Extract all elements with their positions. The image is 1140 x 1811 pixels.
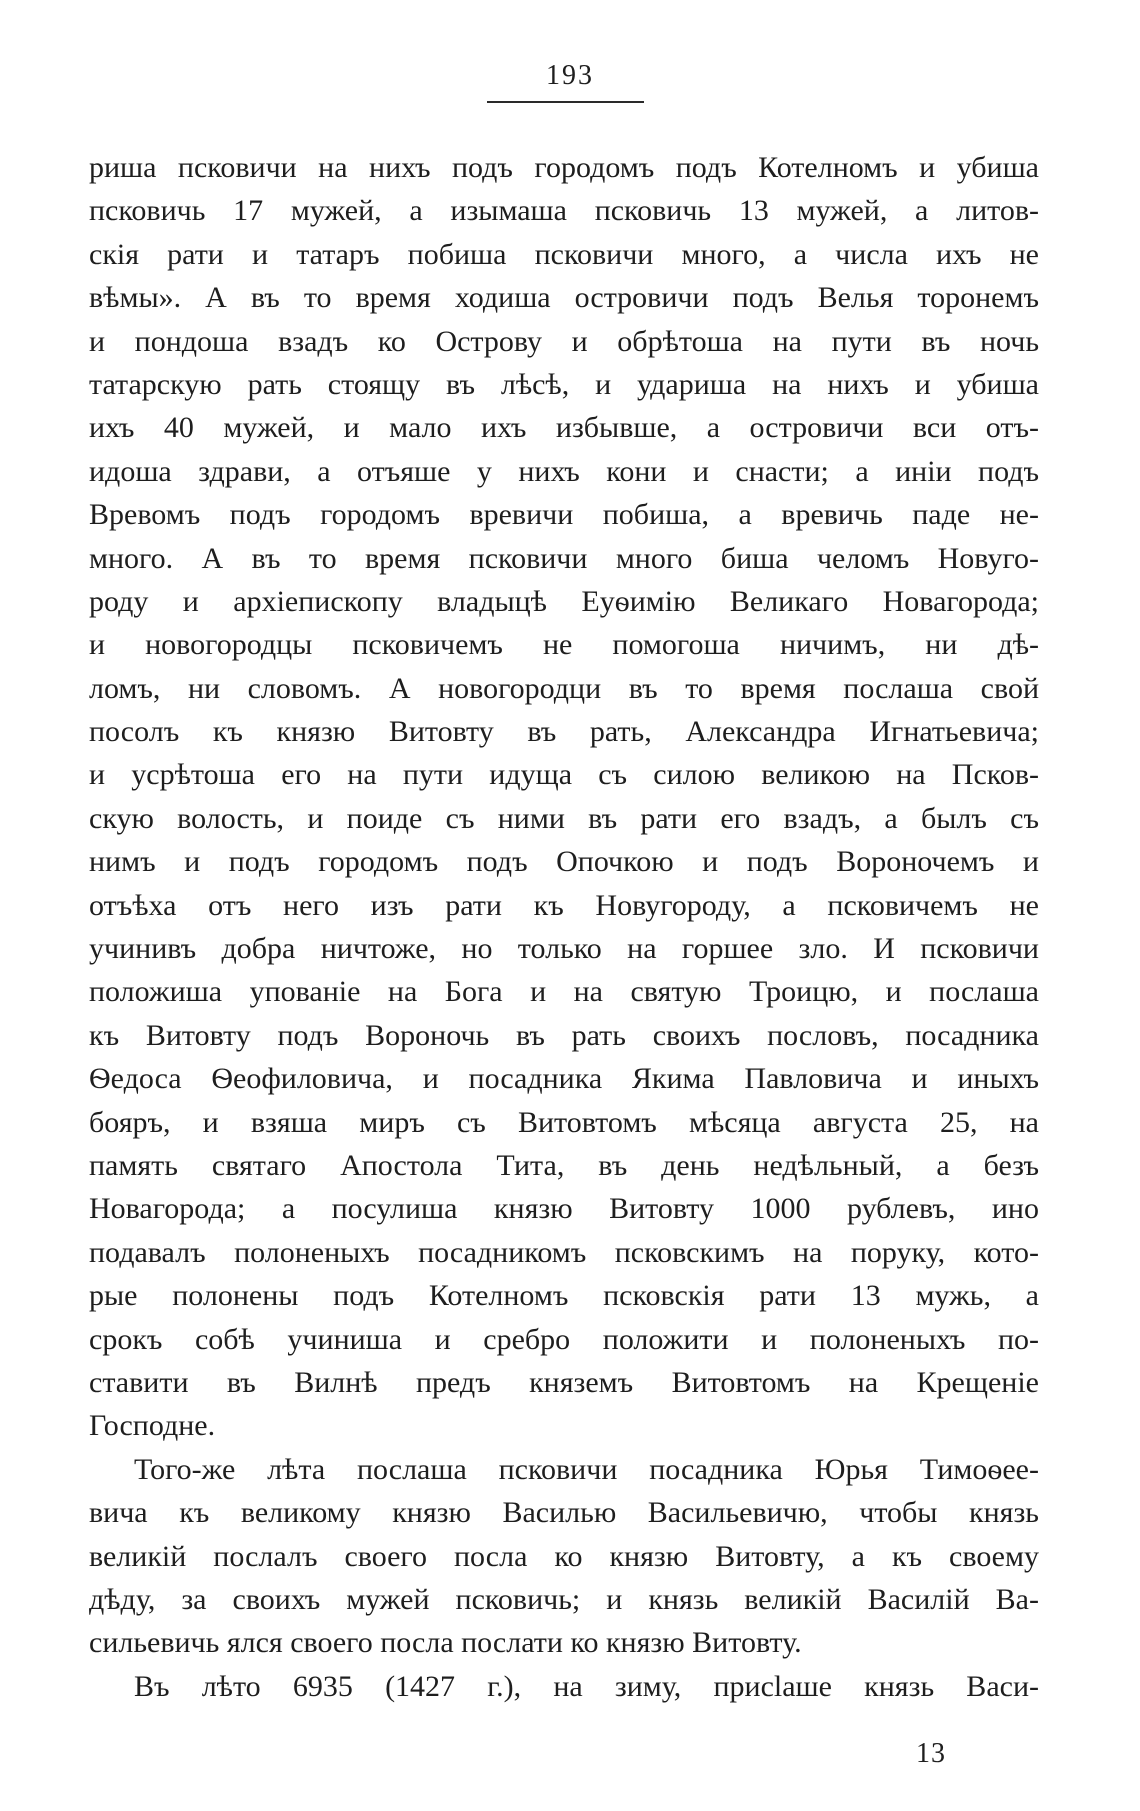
paragraph-start-line: Того-же лѣта послаша псковичи посадника Юрья Тимоѳее-: [134, 1452, 1039, 1486]
body-text: [89, 146, 1039, 1708]
text-line: сильевичь ялся своего посла послати ко князю Витовту.: [89, 1626, 802, 1660]
text-line: срокъ собѣ учиниша и сребро положити и полоненыхъ по-: [89, 1322, 1039, 1356]
text-line: Господне.: [89, 1409, 216, 1443]
text-line: идоша здрави, а отъяше у нихъ кони и снасти; а иніи подъ: [89, 454, 1039, 488]
text-line: и новогородцы псковичемъ не помогоша ничимъ, ни дѣ-: [89, 628, 1039, 662]
text-line: скія рати и татаръ побиша псковичи много, а числа ихъ не: [89, 237, 1039, 271]
text-line: нимъ и подъ городомъ подъ Опочкою и подъ Вороночемъ и: [89, 845, 1039, 879]
text-line: татарскую рать стоящу въ лѣсѣ, и удариша на нихъ и убиша: [89, 367, 1039, 401]
text-line: Вревомъ подъ городомъ вревичи побиша, а вревичь паде не-: [89, 498, 1039, 532]
text-line: память святаго Апостола Тита, въ день недѣльный, а безъ: [89, 1148, 1039, 1182]
text-line: ломъ, ни словомъ. А новогородци въ то время послаша свой: [89, 671, 1039, 705]
text-line: положиша упованіе на Бога и на святую Троицю, и послаша: [89, 975, 1039, 1009]
text-line: много. А въ то время псковичи много биша челомъ Новуго-: [89, 541, 1039, 575]
text-line: вича къ великому князю Василью Васильевичю, чтобы князь: [89, 1496, 1039, 1530]
text-line: Ѳедоса Ѳеофиловича, и посадника Якима Павловича и иныхъ: [89, 1062, 1039, 1096]
signature-mark: 13: [916, 1738, 946, 1769]
text-line: посолъ къ князю Витовту въ рать, Александра Игнатьевича;: [89, 715, 1039, 749]
text-line: учинивъ добра ничтоже, но только на горшее зло. И псковичи: [89, 932, 1039, 966]
text-line: вѣмы». А въ то время ходиша островичи подъ Велья торонемъ: [89, 281, 1039, 315]
page-number: 193: [546, 60, 594, 91]
text-line: Новагорода; а посулиша князю Витовту 1000 рублевъ, ино: [89, 1192, 1039, 1226]
paragraph-start-line: Въ лѣто 6935 (1427 г.), на зиму, присlаше князь Васи-: [134, 1669, 1039, 1703]
text-line: ихъ 40 мужей, и мало ихъ избывше, а островичи вси отъ-: [89, 411, 1039, 445]
text-line: скую волость, и поиде съ ними въ рати его взадъ, а былъ съ: [89, 801, 1039, 835]
text-line: и пондоша взадъ ко Острову и обрѣтоша на пути въ ночь: [89, 324, 1039, 358]
text-line: къ Витовту подъ Вороночь въ рать своихъ пословъ, посадника: [89, 1018, 1039, 1052]
text-line: отъѣха отъ него изъ рати къ Новугороду, а псковичемъ не: [89, 888, 1039, 922]
text-line: бояръ, и взяша миръ съ Витовтомъ мѣсяца августа 25, на: [89, 1105, 1039, 1139]
text-line: подавалъ полоненыхъ посадникомъ псковскимъ на поруку, кото-: [89, 1235, 1039, 1269]
text-line: дѣду, за своихъ мужей псковичь; и князь великій Василій Ва-: [89, 1582, 1039, 1616]
text-line: риша псковичи на нихъ подъ городомъ подъ Котелномъ и убиша: [89, 151, 1039, 184]
text-line: великій послалъ своего посла ко князю Витовту, а къ своему: [89, 1539, 1039, 1573]
text-line: роду и архіепископу владыцѣ Еуѳимію Великаго Новагорода;: [89, 584, 1039, 618]
text-line: и усрѣтоша его на пути идуща съ силою великою на Псков-: [89, 758, 1039, 792]
text-line: псковичь 17 мужей, а изымаша псковичь 13 мужей, а литов-: [89, 194, 1039, 228]
text-line: рые полонены подъ Котелномъ псковскія рати 13 мужь, а: [89, 1279, 1039, 1313]
header-rule: [487, 101, 644, 103]
text-line: ставити въ Вилнѣ предъ княземъ Витовтомъ на Крещеніе: [89, 1365, 1039, 1399]
